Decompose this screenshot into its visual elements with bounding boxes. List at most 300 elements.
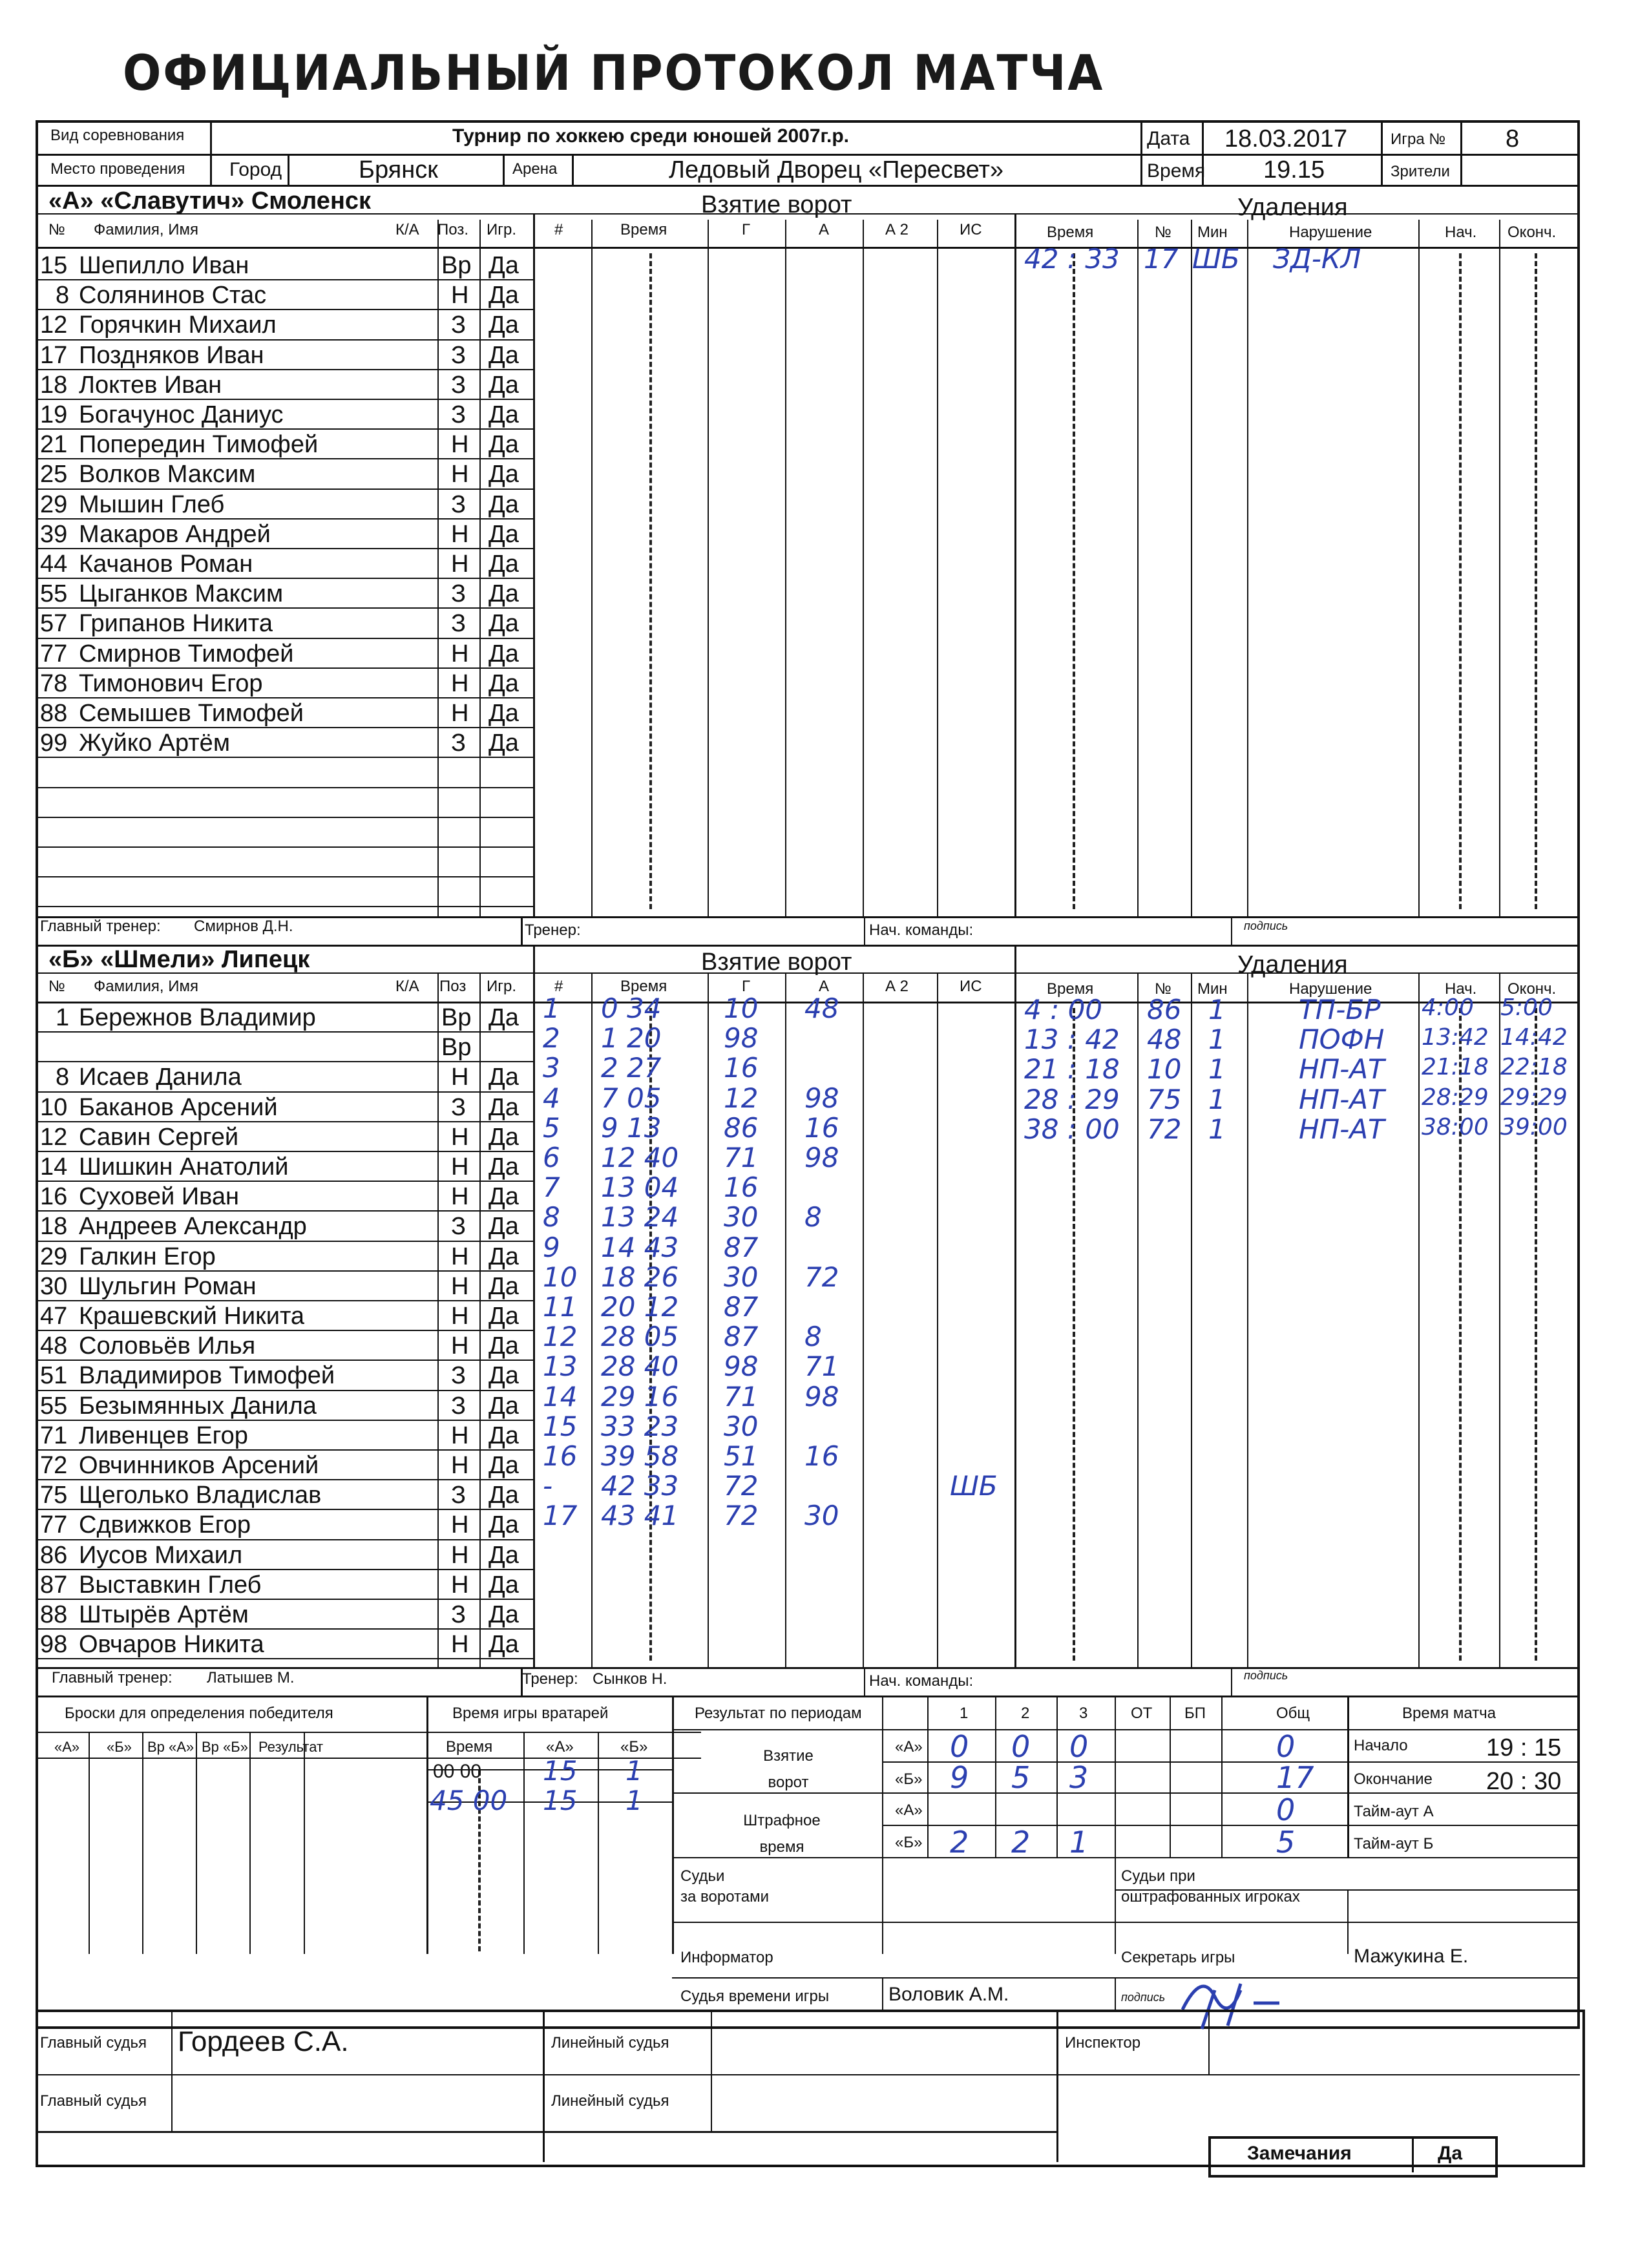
team-b-goal-num: 10 — [543, 1261, 578, 1293]
period-pim_b-cell: 1 — [1069, 1825, 1089, 1860]
team-a-sign-label: подпись — [1244, 919, 1288, 932]
goalie-row-1-b: 1 — [625, 1755, 643, 1787]
team-b-goal-time: 2 27 — [601, 1052, 662, 1084]
team-b-pen-start: 38:00 — [1422, 1113, 1489, 1140]
team-a-player-igr: Да — [488, 461, 519, 488]
team-a-player-name: Шепилло Иван — [79, 252, 249, 279]
team-b-player-igr: Да — [488, 1004, 519, 1031]
team-b-pen-end: 22:18 — [1500, 1054, 1568, 1081]
team-b-player-name: Галкин Егор — [79, 1243, 216, 1270]
remarks-label: Замечания — [1247, 2143, 1352, 2164]
team-b-player-pos: З — [451, 1093, 466, 1121]
col-igr: Игр. — [487, 221, 517, 238]
team-a-player-no: 77 — [40, 640, 68, 667]
team-a-pen-title: Удаления — [1237, 194, 1348, 221]
team-b-pen-viol: НП-АТ — [1299, 1113, 1385, 1145]
period-goals_a-cell: 0 — [950, 1729, 969, 1764]
team-b-player-no: 77 — [40, 1511, 68, 1539]
team-a-player-no: 25 — [40, 461, 68, 488]
col-p-min: Мин — [1197, 224, 1228, 241]
team-a-player-igr: Да — [488, 341, 519, 369]
team-a-player-igr: Да — [488, 669, 519, 697]
team-b-player-igr: Да — [488, 1272, 519, 1300]
col-p-start: Нач. — [1445, 224, 1477, 241]
col-g-time-b: Время — [620, 978, 667, 995]
team-b-goal-time: 33 23 — [601, 1410, 679, 1442]
team-a-player-name: Жуйко Артём — [79, 730, 230, 757]
team-b-goal-num: 8 — [543, 1201, 560, 1234]
team-a-player-pos: Н — [451, 520, 469, 548]
team-b-goal-time: 28 05 — [601, 1321, 679, 1353]
team-b-pen-min: 1 — [1208, 1024, 1226, 1056]
team-a-player-igr: Да — [488, 580, 519, 608]
shootout-col-a: «А» — [54, 1739, 80, 1755]
main-ref-label: Главный судья — [40, 2034, 147, 2052]
team-b-player-no: 1 — [56, 1004, 70, 1031]
team-a-goals-title: Взятие ворот — [701, 191, 852, 218]
team-b-goal-num: 16 — [543, 1440, 578, 1472]
team-b-player-igr: Да — [488, 1482, 519, 1509]
team-b-player-pos: Н — [451, 1631, 469, 1659]
team-b-player-pos: Н — [451, 1123, 469, 1151]
team-b-sign-label: подпись — [1244, 1669, 1288, 1682]
team-a-player-name: Макаров Андрей — [79, 520, 271, 548]
period-goals_a-cell: 0 — [1069, 1729, 1089, 1764]
team-b-goal-num: 9 — [543, 1231, 560, 1263]
team-b-goal-num: 11 — [543, 1291, 578, 1323]
team-a-player-igr: Да — [488, 282, 519, 310]
team-b-goal-num: 13 — [543, 1350, 578, 1383]
team-a-player-no: 88 — [40, 700, 68, 727]
team-b-goal-num: 2 — [543, 1022, 560, 1055]
team-a-player-name: Тимонович Егор — [79, 669, 263, 697]
periods-pim-team-b: «Б» — [895, 1834, 923, 1851]
team-a-title: «А» «Славутич» Смоленск — [48, 187, 372, 215]
inspector-label: Инспектор — [1065, 2034, 1141, 2052]
team-b-goal-time: 29 16 — [601, 1380, 679, 1412]
col-p-viol: Нарушение — [1289, 224, 1372, 241]
col-ka-b: К/А — [395, 978, 419, 995]
team-b-goal-num: 17 — [543, 1500, 578, 1532]
period-goals_b-cell: 5 — [1011, 1760, 1031, 1795]
periods-pim-label: Штрафное время — [743, 1812, 821, 1856]
team-b-pen-time: 21 : 18 — [1024, 1053, 1120, 1086]
team-b-goal-scorer: 86 — [724, 1111, 759, 1144]
line-ref-label: Линейный судья — [551, 2034, 669, 2052]
team-a-player-no: 17 — [40, 341, 68, 369]
team-b-player-pos: З — [451, 1601, 466, 1628]
team-b-goal-num: 4 — [543, 1082, 560, 1114]
secretary-label: Секретарь игры — [1121, 1949, 1235, 1966]
col-g-is: ИС — [960, 221, 982, 238]
team-b-pen-viol: ТП-БР — [1299, 994, 1381, 1025]
team-b-player-no: 16 — [40, 1183, 68, 1211]
team-b-goals-title: Взятие ворот — [701, 949, 852, 976]
team-b-goal-num: 12 — [543, 1321, 578, 1353]
team-b-goal-num: 1 — [543, 992, 560, 1024]
team-b-goal-time: 0 34 — [601, 992, 662, 1024]
team-a-chief-label: Нач. команды: — [869, 921, 974, 939]
team-b-goal-scorer: 16 — [724, 1171, 759, 1204]
team-b-pen-min: 1 — [1208, 1083, 1226, 1115]
team-b-goal-time: 13 24 — [601, 1201, 679, 1234]
goalie-col-time: Время — [446, 1738, 493, 1756]
col-p-end-b: Оконч. — [1507, 980, 1557, 998]
goalie-col-a: «А» — [546, 1738, 574, 1756]
team-b-player-pos: Н — [451, 1332, 469, 1360]
team-b-goal-scorer: 30 — [724, 1261, 759, 1293]
team-a-player-name: Поздняков Иван — [79, 341, 264, 369]
team-b-pen-start: 28:29 — [1422, 1084, 1489, 1111]
line-ref2-label: Линейный судья — [551, 2092, 669, 2110]
team-b-coach: Латышев М. — [207, 1669, 295, 1686]
team-b-goal-scorer: 87 — [724, 1231, 759, 1263]
team-b-player-pos: Н — [451, 1243, 469, 1270]
team-b-player-no: 12 — [40, 1123, 68, 1151]
team-b-goal-scorer: 98 — [724, 1350, 759, 1383]
team-b-goal-assist: 48 — [804, 992, 839, 1024]
team-a-player-igr: Да — [488, 252, 519, 279]
team-b-player-no: 51 — [40, 1362, 68, 1390]
team-b-pen-min: 1 — [1208, 994, 1226, 1025]
team-b-player-no: 86 — [40, 1541, 68, 1569]
team-b-player-pos: З — [451, 1482, 466, 1509]
team-b-pen-viol: НП-АТ — [1299, 1053, 1385, 1086]
team-b-player-pos: Н — [451, 1422, 469, 1449]
goalie-row-1-a: 15 — [543, 1755, 578, 1787]
team-b-pen-time: 13 : 42 — [1024, 1024, 1120, 1056]
team-a-player-pos: З — [451, 610, 466, 638]
timekeeper-sign-label: подпись — [1121, 1991, 1166, 2004]
team-a-player-igr: Да — [488, 610, 519, 638]
team-b-goal-time: 28 40 — [601, 1350, 679, 1383]
period-pim_b-cell: 2 — [1011, 1825, 1031, 1860]
remarks-value: Да — [1438, 2143, 1463, 2164]
team-b-player-name: Баканов Арсений — [79, 1093, 278, 1121]
team-b-player-pos: Н — [451, 1571, 469, 1599]
main-ref2-label: Главный судья — [40, 2092, 147, 2110]
venue-label: Место проведения — [50, 160, 185, 178]
col-p-time-b: Время — [1047, 980, 1094, 998]
team-b-pen-end: 14:42 — [1500, 1024, 1568, 1051]
team-b-player-igr: Да — [488, 1511, 519, 1539]
team-b-pen-start: 13:42 — [1422, 1024, 1489, 1051]
team-a-player-name: Солянинов Стас — [79, 282, 267, 310]
team-b-player-pos: Н — [451, 1183, 469, 1211]
period-3-head: 3 — [1079, 1705, 1088, 1722]
team-a-player-pos: З — [451, 580, 466, 608]
team-b-player-no: 18 — [40, 1213, 68, 1241]
match-end-label: Окончание — [1354, 1770, 1433, 1788]
goalie-row-2-a: 15 — [543, 1785, 578, 1816]
periods-pim-team-a: «А» — [895, 1801, 923, 1819]
team-b-goal-scorer: 10 — [724, 992, 759, 1024]
team-b-player-no: 71 — [40, 1422, 68, 1449]
col-igr-b: Игр. — [487, 978, 517, 995]
team-b-player-igr: Да — [488, 1123, 519, 1151]
team-b-goal-scorer: 71 — [724, 1142, 759, 1173]
team-b-player-igr: Да — [488, 1631, 519, 1659]
team-b-goal-assist: 98 — [804, 1082, 839, 1114]
penalty-judges-label: Судьи при оштрафованных игроках — [1121, 1867, 1300, 1906]
city-value: Брянск — [359, 156, 438, 184]
team-a-pen-min: ШБ — [1192, 243, 1240, 275]
team-a-player-pos: Н — [451, 669, 469, 697]
period-1-head: 1 — [960, 1705, 969, 1722]
competition-label: Вид соревнования — [50, 127, 185, 144]
time-label: Время — [1147, 160, 1206, 182]
goalie-row-2-b: 1 — [625, 1785, 643, 1816]
team-b-player-name: Шишкин Анатолий — [79, 1153, 289, 1181]
team-b-player-pos: З — [451, 1392, 466, 1420]
team-b-player-igr: Да — [488, 1601, 519, 1628]
col-g-g-b: Г — [742, 978, 750, 995]
team-a-player-igr: Да — [488, 640, 519, 667]
team-a-player-name: Мышин Глеб — [79, 490, 225, 518]
team-b-player-name: Безымянных Данила — [79, 1392, 317, 1420]
team-b-player-no: 48 — [40, 1332, 68, 1360]
periods-goals-label: Взятие ворот — [763, 1747, 814, 1791]
team-b-goal-assist: 72 — [804, 1261, 839, 1293]
team-b-player-name: Овчаров Никита — [79, 1631, 264, 1659]
team-b-goal-time: 9 13 — [601, 1111, 662, 1144]
team-a-pen-viol: ЗД-КЛ — [1273, 243, 1361, 275]
team-b-goal-num: 14 — [543, 1380, 578, 1412]
team-a-player-no: 19 — [40, 401, 68, 428]
period-goals_a-cell: 0 — [1011, 1729, 1031, 1764]
team-b-player-no: 14 — [40, 1153, 68, 1181]
arena-value: Ледовый Дворец «Пересвет» — [669, 156, 1004, 184]
team-b-pen-no: 72 — [1147, 1113, 1182, 1145]
period-goals_b-cell: 9 — [950, 1760, 969, 1795]
col-g-a2-b: А 2 — [885, 978, 909, 995]
team-b-player-name: Выставкин Глеб — [79, 1571, 262, 1599]
col-p-no: № — [1155, 224, 1171, 241]
team-b-player-pos: Н — [451, 1272, 469, 1300]
team-a-player-no: 57 — [40, 610, 68, 638]
period-bp-head: БП — [1184, 1705, 1206, 1722]
team-b-goal-time: 14 43 — [601, 1231, 679, 1263]
competition-value: Турнир по хоккею среди юношей 2007г.р. — [452, 125, 850, 147]
game-no-label: Игра № — [1391, 131, 1446, 148]
team-b-goal-assist: 71 — [804, 1350, 839, 1383]
period-goals_a-cell: 0 — [1276, 1729, 1296, 1764]
team-b-goal-time: 1 20 — [601, 1022, 662, 1055]
team-b-pen-start: 21:18 — [1422, 1054, 1489, 1081]
team-b-pen-no: 86 — [1147, 994, 1182, 1025]
timekeeper-label: Судья времени игры — [680, 1988, 830, 2005]
team-a-player-no: 78 — [40, 669, 68, 697]
team-a-player-igr: Да — [488, 700, 519, 727]
timeout-b-label: Тайм-аут Б — [1354, 1835, 1434, 1853]
team-b-goal-time: 43 41 — [601, 1500, 679, 1532]
team-b-pen-time: 4 : 00 — [1024, 994, 1103, 1025]
team-b-player-name: Суховей Иван — [79, 1183, 240, 1211]
team-b-player-name: Шульгин Роман — [79, 1272, 257, 1300]
goal-judges-label: Судьи за воротами — [680, 1867, 769, 1906]
team-b-goal-scorer: 72 — [724, 1500, 759, 1532]
team-a-player-no: 39 — [40, 520, 68, 548]
secretary-value: Мажукина Е. — [1354, 1946, 1469, 1967]
team-a-player-pos: Н — [451, 282, 469, 310]
team-a-player-no: 55 — [40, 580, 68, 608]
team-b-pen-title: Удаления — [1237, 951, 1348, 978]
team-a-player-name: Горячкин Михаил — [79, 311, 277, 339]
team-b-player-igr: Да — [488, 1064, 519, 1091]
col-p-start-b: Нач. — [1445, 980, 1477, 998]
team-b-player-no: 98 — [40, 1631, 68, 1659]
team-b-player-pos: Н — [451, 1303, 469, 1330]
team-b-player-igr: Да — [488, 1093, 519, 1121]
team-a-player-name: Волков Максим — [79, 461, 256, 488]
team-b-goal-num: 15 — [543, 1410, 578, 1442]
team-b-pen-no: 48 — [1147, 1024, 1182, 1056]
team-b-goal-time: 13 04 — [601, 1171, 679, 1204]
team-b-player-name: Соловьёв Илья — [79, 1332, 256, 1360]
timeout-a-label: Тайм-аут А — [1354, 1803, 1434, 1820]
col-pos: Поз. — [437, 221, 468, 238]
team-a-player-no: 12 — [40, 311, 68, 339]
team-b-goal-scorer: 98 — [724, 1022, 759, 1055]
team-b-pen-time: 28 : 29 — [1024, 1083, 1120, 1115]
team-a-player-igr: Да — [488, 520, 519, 548]
team-b-player-igr: Да — [488, 1541, 519, 1569]
city-label: Город — [229, 159, 282, 180]
team-a-player-no: 29 — [40, 490, 68, 518]
team-b-goal-num: 6 — [543, 1142, 560, 1173]
team-a-player-igr: Да — [488, 490, 519, 518]
team-b-player-name: Овчинников Арсений — [79, 1452, 319, 1479]
team-a-trainer-label: Тренер: — [525, 921, 581, 939]
team-b-pen-no: 75 — [1147, 1083, 1182, 1115]
shootout-title: Броски для определения победителя — [65, 1705, 333, 1722]
team-a-player-name: Качанов Роман — [79, 551, 253, 578]
team-b-player-pos: З — [451, 1362, 466, 1390]
team-a-player-no: 18 — [40, 371, 68, 399]
team-b-player-name: Щеголько Владислав — [79, 1482, 322, 1509]
team-b-goal-scorer: 30 — [724, 1410, 759, 1442]
team-b-goal-scorer: 12 — [724, 1082, 759, 1114]
team-b-player-pos: Н — [451, 1511, 469, 1539]
team-b-goal-assist: 16 — [804, 1111, 839, 1144]
spectators-label: Зрители — [1391, 163, 1450, 180]
team-a-player-pos: Вр — [441, 252, 472, 279]
team-a-player-pos: Н — [451, 700, 469, 727]
team-b-player-name: Андреев Александр — [79, 1213, 307, 1241]
team-b-goal-time: 42 33 — [601, 1470, 679, 1502]
team-b-goal-num: - — [543, 1470, 553, 1502]
team-b-goal-assist: 8 — [804, 1201, 822, 1234]
period-goals_b-cell: 3 — [1069, 1760, 1089, 1795]
team-b-player-pos: Н — [451, 1541, 469, 1569]
team-b-player-igr: Да — [488, 1422, 519, 1449]
team-b-goal-assist: 16 — [804, 1440, 839, 1472]
period-pim_b-cell: 5 — [1276, 1825, 1296, 1860]
team-a-player-name: Попередин Тимофей — [79, 431, 319, 459]
team-b-player-no: 47 — [40, 1303, 68, 1330]
team-a-player-pos: З — [451, 311, 466, 339]
timekeeper-value: Воловик А.М. — [888, 1984, 1009, 2005]
goalie-time-title: Время игры вратарей — [452, 1705, 609, 1722]
periods-title: Результат по периодам — [695, 1705, 862, 1722]
team-b-pen-min: 1 — [1208, 1053, 1226, 1086]
team-b-goal-scorer: 87 — [724, 1321, 759, 1353]
col-name-b: Фамилия, Имя — [94, 978, 198, 995]
match-start-label: Начало — [1354, 1737, 1408, 1754]
team-b-pen-no: 10 — [1147, 1053, 1182, 1086]
team-b-player-no: 10 — [40, 1093, 68, 1121]
col-p-end: Оконч. — [1507, 224, 1557, 241]
col-g-num-b: # — [554, 978, 563, 995]
team-b-player-no: 30 — [40, 1272, 68, 1300]
team-b-trainer: Сынков Н. — [593, 1670, 667, 1688]
team-a-player-pos: З — [451, 490, 466, 518]
team-b-goal-scorer: 72 — [724, 1470, 759, 1502]
team-a-player-pos: Н — [451, 431, 469, 459]
team-a-player-pos: Н — [451, 461, 469, 488]
team-a-player-name: Грипанов Никита — [79, 610, 273, 638]
team-b-player-pos: З — [451, 1213, 466, 1241]
team-a-player-no: 99 — [40, 730, 68, 757]
team-b-goal-assist: 30 — [804, 1500, 839, 1532]
team-a-player-no: 21 — [40, 431, 68, 459]
shootout-col-vra: Вр «А» — [147, 1739, 194, 1755]
team-a-player-name: Цыганков Максим — [79, 580, 284, 608]
col-p-min-b: Мин — [1197, 980, 1228, 998]
col-g-a: А — [819, 221, 830, 238]
period-2-head: 2 — [1021, 1705, 1030, 1722]
period-goals_b-cell: 17 — [1276, 1760, 1314, 1795]
team-b-player-name: Исаев Данила — [79, 1064, 242, 1091]
team-b-pen-end: 29:29 — [1500, 1084, 1568, 1111]
match-start-value: 19 : 15 — [1486, 1734, 1562, 1761]
periods-goals-team-a: «А» — [895, 1738, 923, 1756]
team-b-pen-end: 39:00 — [1500, 1113, 1568, 1140]
team-b-pen-viol: НП-АТ — [1299, 1083, 1385, 1115]
team-b-player-no: 88 — [40, 1601, 68, 1628]
team-b-player-igr: Да — [488, 1153, 519, 1181]
team-b-player-no: 8 — [56, 1064, 70, 1091]
col-p-viol-b: Нарушение — [1289, 980, 1372, 998]
team-b-player-pos: Н — [451, 1452, 469, 1479]
team-b-player-pos: Вр — [441, 1034, 472, 1062]
col-g-time: Время — [620, 221, 667, 238]
col-p-time: Время — [1047, 224, 1094, 241]
team-a-player-pos: З — [451, 371, 466, 399]
col-pos-b: Поз — [439, 978, 467, 995]
team-b-player-name: Сдвижков Егор — [79, 1511, 251, 1539]
team-b-player-name: Ливенцев Егор — [79, 1422, 248, 1449]
team-b-goal-situation: ШБ — [950, 1470, 998, 1502]
col-name: Фамилия, Имя — [94, 221, 198, 238]
col-g-a2: А 2 — [885, 221, 909, 238]
informer-label: Информатор — [680, 1949, 773, 1966]
team-a-coach-label: Главный тренер: — [40, 918, 161, 935]
team-b-goal-num: 7 — [543, 1171, 560, 1204]
team-b-player-name: Иусов Михаил — [79, 1541, 243, 1569]
team-b-player-name: Савин Сергей — [79, 1123, 239, 1151]
team-b-player-no: 75 — [40, 1482, 68, 1509]
shootout-col-vrb: Вр «Б» — [202, 1739, 248, 1755]
team-b-goal-scorer: 71 — [724, 1380, 759, 1412]
team-a-player-igr: Да — [488, 371, 519, 399]
main-ref-value: Гордеев С.А. — [178, 2026, 349, 2057]
team-a-player-pos: Н — [451, 640, 469, 667]
team-a-player-igr: Да — [488, 401, 519, 428]
team-b-player-igr: Да — [488, 1571, 519, 1599]
match-time-title: Время матча — [1402, 1705, 1497, 1722]
team-b-player-pos: Н — [451, 1153, 469, 1181]
